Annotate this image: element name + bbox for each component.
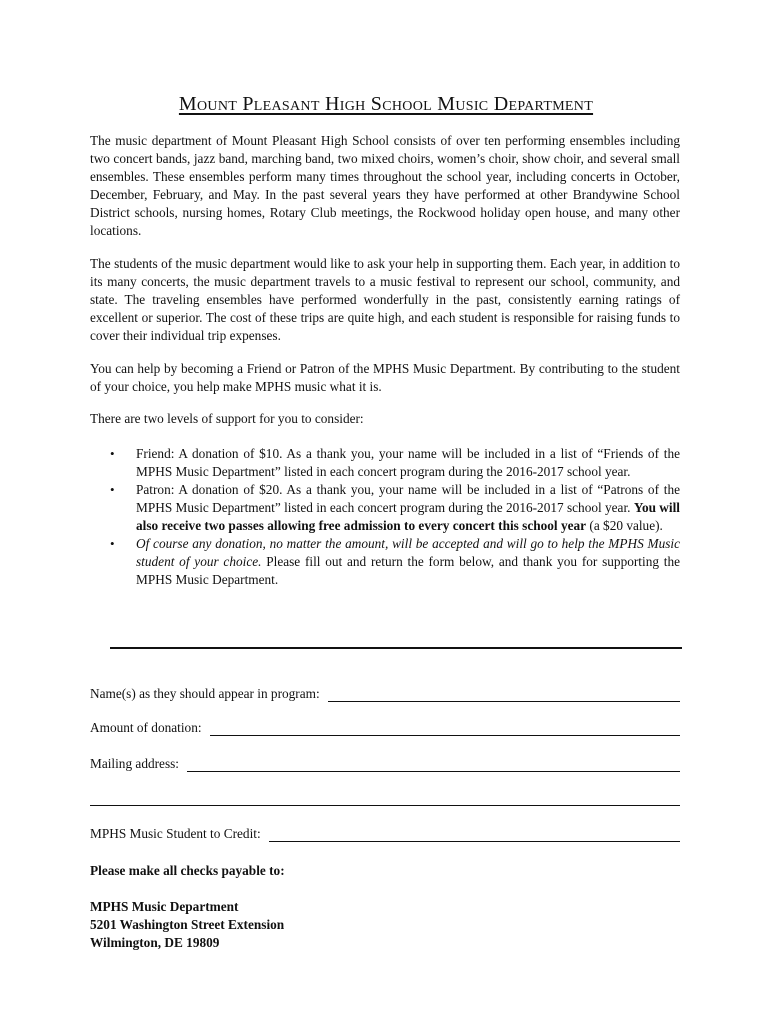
- address-name: MPHS Music Department: [90, 899, 239, 914]
- patron-value-text: (a $20 value).: [589, 518, 663, 533]
- names-field: [90, 686, 680, 702]
- amount-input-line[interactable]: [210, 722, 680, 736]
- address-label: Mailing address:: [90, 756, 180, 771]
- return-form-text: Please fill out and return the form below, and thank you for supporting the MPHS Music Department.: [136, 554, 681, 587]
- address-input-line[interactable]: [187, 758, 680, 772]
- address-second-line-field: [90, 792, 680, 806]
- amount-field: [90, 720, 680, 736]
- mailing-address-block: [90, 898, 284, 952]
- list-item-friend: [108, 445, 680, 481]
- student-input-line[interactable]: [269, 828, 680, 842]
- address-city: Wilmington, DE 19809: [90, 935, 220, 950]
- any-donation-text: Of course any donation, no matter the amount, will be accepted and will go to help the MPHS Music student of your choice.: [136, 536, 680, 569]
- support-levels-list: [108, 445, 680, 589]
- address-field: [90, 756, 680, 772]
- friend-patron-paragraph: You can help by becoming a Friend or Patron of the MPHS Music Department. By contributing to the student of your choice, you help make MPHS music what it is.: [90, 361, 680, 394]
- bullet-icon: •: [110, 536, 115, 551]
- friend-text: Friend: A donation of $10. As a thank you, your name will be included in a list of “Friends of the MPHS Music Department” listed in each concert program during the 2016-2017 school year.: [136, 446, 680, 479]
- patron-text: Patron: A donation of $20. As a thank you, your name will be included in a list of “Patrons of the MPHS Music Department” listed in each concert program during the 2016-2017 school year.: [136, 482, 680, 515]
- student-field: [90, 826, 680, 842]
- patron-bonus-text: You will also receive two passes allowing free admission to every concert this school year: [136, 500, 680, 533]
- bullet-icon: •: [110, 446, 115, 461]
- student-label: MPHS Music Student to Credit:: [90, 826, 261, 841]
- address-input-line-2[interactable]: [90, 792, 680, 806]
- names-input-line[interactable]: [328, 688, 680, 702]
- levels-intro: There are two levels of support for you to consider:: [90, 411, 364, 426]
- intro-paragraph: The music department of Mount Pleasant High School consists of over ten performing ensembles including two concert bands, jazz band, marching band, two mixed choirs, women’s choir, show choir, and several small ensembles. These ensembles perform many times throughout the school year, including concerts in October, December, February, and May. In the past several years they have performed at other Brandywine School District schools, nursing homes, Rotary Club meetings, the Rockwood holiday open house, and many other locations.: [90, 133, 680, 238]
- divider: [110, 647, 682, 649]
- list-item-patron: [108, 481, 680, 535]
- bullet-icon: •: [110, 482, 115, 497]
- page-title: Mount Pleasant High School Music Department: [178, 93, 594, 115]
- amount-label: Amount of donation:: [90, 720, 202, 735]
- list-item-any-donation: [108, 535, 680, 589]
- names-label: Name(s) as they should appear in program:: [90, 686, 320, 701]
- address-street: 5201 Washington Street Extension: [90, 917, 285, 932]
- support-paragraph: The students of the music department would like to ask your help in supporting them. Each year, in addition to its many concerts, the music department travels to a music festival to represent our school, community, and state. The traveling ensembles have performed wonderfully in the past, consistently earning ratings of excellent or superior. The cost of these trips are quite high, and each student is responsible for raising funds to cover their individual trip expenses.: [90, 256, 680, 343]
- payable-heading: Please make all checks payable to:: [90, 863, 285, 878]
